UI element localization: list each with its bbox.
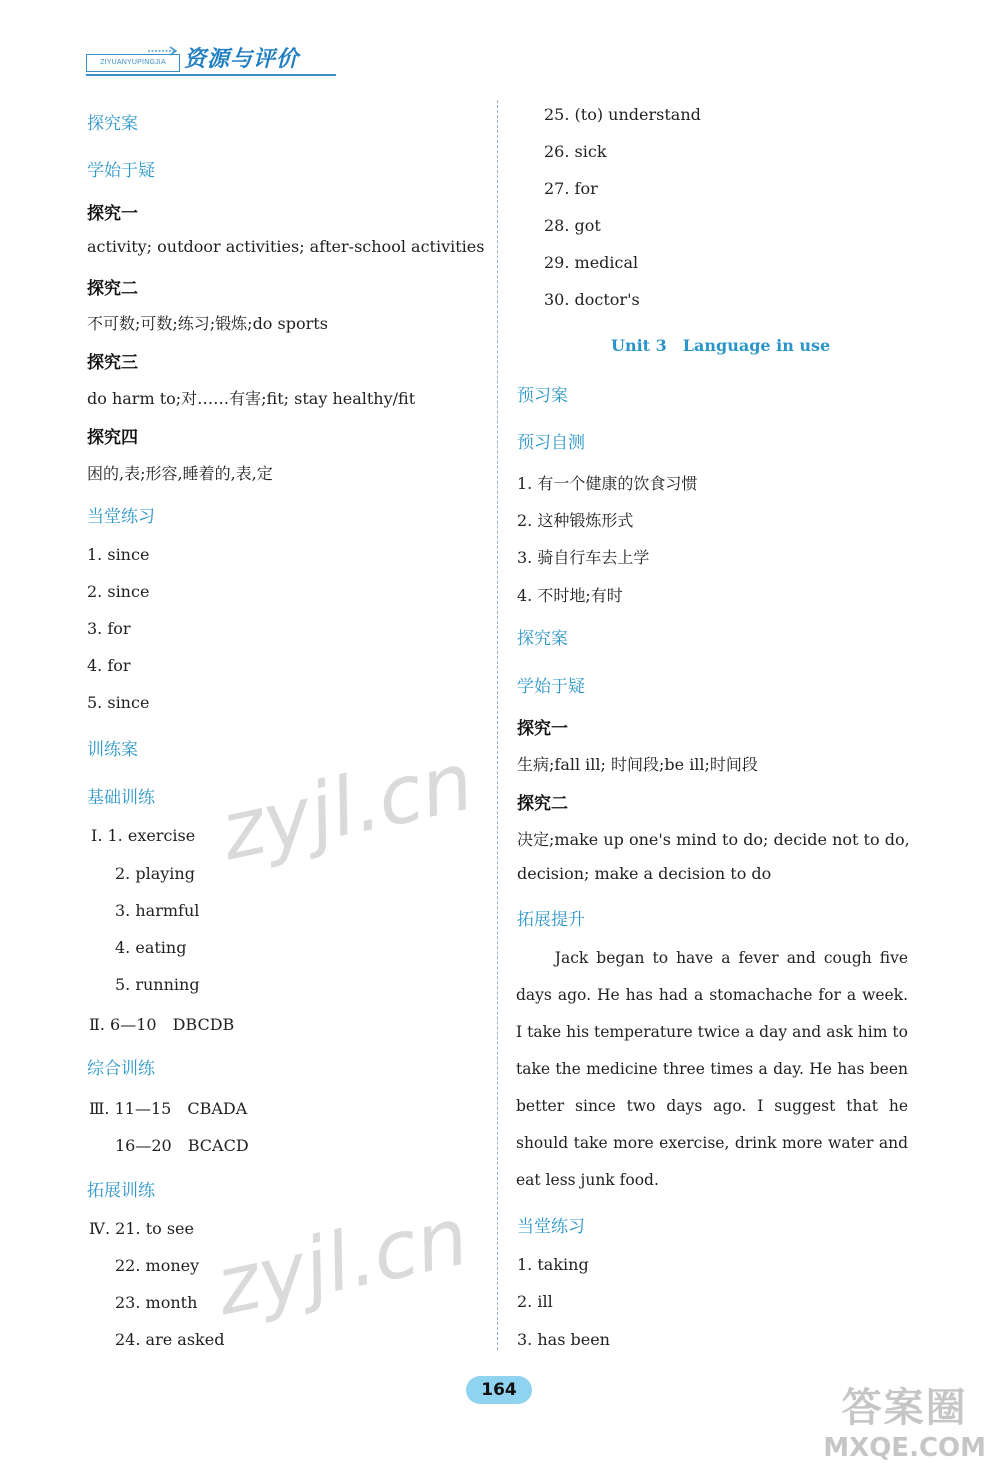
corner-watermark xyxy=(823,1376,986,1463)
arrow-icon xyxy=(148,46,178,56)
answer-tanjiu-2b-line2: decision; make a decision to do xyxy=(517,864,772,883)
section-heading-tanjiuan: 探究案 xyxy=(87,114,138,134)
list-item: 4. for xyxy=(87,656,131,675)
list-item: 2. ill xyxy=(517,1292,553,1311)
header-brand: 资源与评价 xyxy=(184,47,300,72)
section-heading-tuozhan-tisheng: 拓展提升 xyxy=(517,910,585,930)
section-heading-dangtang-2: 当堂练习 xyxy=(517,1217,585,1237)
list-item: Ⅱ. 6—10 DBCDB xyxy=(89,1015,235,1034)
list-item: 26. sick xyxy=(544,142,607,161)
section-heading-xunlian: 训练案 xyxy=(87,740,138,760)
section-heading-xueshi: 学始于疑 xyxy=(87,161,155,181)
list-item: 25. (to) understand xyxy=(544,105,701,124)
section-heading-yuxi: 预习案 xyxy=(517,386,568,406)
answer-tanjiu-3: do harm to;对……有害;fit; stay healthy/fit xyxy=(87,389,416,408)
watermark-text: zyjl.cn xyxy=(213,734,481,879)
watermark-text: zyjl.cn xyxy=(208,1189,476,1334)
section-heading-jichu: 基础训练 xyxy=(87,788,155,808)
section-heading-tuozhan: 拓展训练 xyxy=(87,1181,155,1201)
list-item: 4. eating xyxy=(115,938,187,957)
list-item: 1. 有一个健康的饮食习惯 xyxy=(517,474,698,493)
heading-tanjiu-2: 探究二 xyxy=(87,279,138,299)
header-underline xyxy=(86,74,336,76)
answer-tanjiu-2: 不可数;可数;练习;锻炼;do sports xyxy=(87,314,328,333)
list-item: 2. since xyxy=(87,582,150,601)
heading-tanjiu-1b: 探究一 xyxy=(517,719,568,739)
list-item: 3. 骑自行车去上学 xyxy=(517,548,650,567)
heading-tanjiu-3: 探究三 xyxy=(87,353,138,373)
list-item: 2. 这种锻炼形式 xyxy=(517,511,634,530)
section-heading-tanjiuan-2: 探究案 xyxy=(517,629,568,649)
answer-tanjiu-2b-line1: 决定;make up one's mind to do; decide not to do, xyxy=(517,830,910,849)
page-header xyxy=(86,40,336,76)
list-item: 30. doctor's xyxy=(544,290,640,309)
answer-tanjiu-4: 困的,表;形容,睡着的,表,定 xyxy=(87,464,273,483)
list-item: 24. are asked xyxy=(115,1330,225,1349)
list-item: 3. has been xyxy=(517,1330,610,1349)
unit-title: Unit 3 Language in use xyxy=(611,336,831,355)
heading-tanjiu-2b: 探究二 xyxy=(517,794,568,814)
list-item: 16—20 BCACD xyxy=(115,1136,249,1155)
page-number: 164 xyxy=(466,1376,532,1404)
header-pinyin: ZIYUANYUPINGJIA xyxy=(86,54,180,72)
list-item: 5. since xyxy=(87,693,150,712)
list-item: 1. since xyxy=(87,545,150,564)
answer-tanjiu-1: activity; outdoor activities; after-school activities xyxy=(87,237,485,256)
section-heading-zonghe: 综合训练 xyxy=(87,1059,155,1079)
composition-paragraph xyxy=(516,940,908,1199)
corner-watermark-top: 答案圈 xyxy=(841,1385,968,1431)
list-item: Ⅲ. 11—15 CBADA xyxy=(89,1099,248,1118)
section-heading-zice: 预习自测 xyxy=(517,433,585,453)
section-heading-xueshi-2: 学始于疑 xyxy=(517,677,585,697)
list-item: 4. 不时地;有时 xyxy=(517,586,623,605)
list-item: 2. playing xyxy=(115,864,195,883)
heading-tanjiu-1: 探究一 xyxy=(87,204,138,224)
column-divider xyxy=(497,100,498,1350)
list-item: 28. got xyxy=(544,216,601,235)
list-item: 3. for xyxy=(87,619,131,638)
list-item: 1. taking xyxy=(517,1255,589,1274)
list-item: 3. harmful xyxy=(115,901,200,920)
heading-tanjiu-4: 探究四 xyxy=(87,428,138,448)
list-item: 23. month xyxy=(115,1293,198,1312)
list-item: 22. money xyxy=(115,1256,200,1275)
answer-tanjiu-1b: 生病;fall ill; 时间段;be ill;时间段 xyxy=(517,755,758,774)
corner-watermark-bottom: MXQE.COM xyxy=(823,1433,986,1463)
list-item: 5. running xyxy=(115,975,200,994)
paragraph-text: Jack began to have a fever and cough five days ago. He has had a stomachache for a week. I take his temperature twice a day and ask him to take the medicine three times a day. He has been better since two days ago. I suggest that he should take more exercise, drink more water and eat less junk food. xyxy=(516,949,908,1189)
section-heading-dangtang: 当堂练习 xyxy=(87,507,155,527)
list-item: 27. for xyxy=(544,179,598,198)
list-item: 29. medical xyxy=(544,253,639,272)
list-item: Ⅰ. 1. exercise xyxy=(91,826,196,845)
list-item: Ⅳ. 21. to see xyxy=(89,1219,194,1238)
